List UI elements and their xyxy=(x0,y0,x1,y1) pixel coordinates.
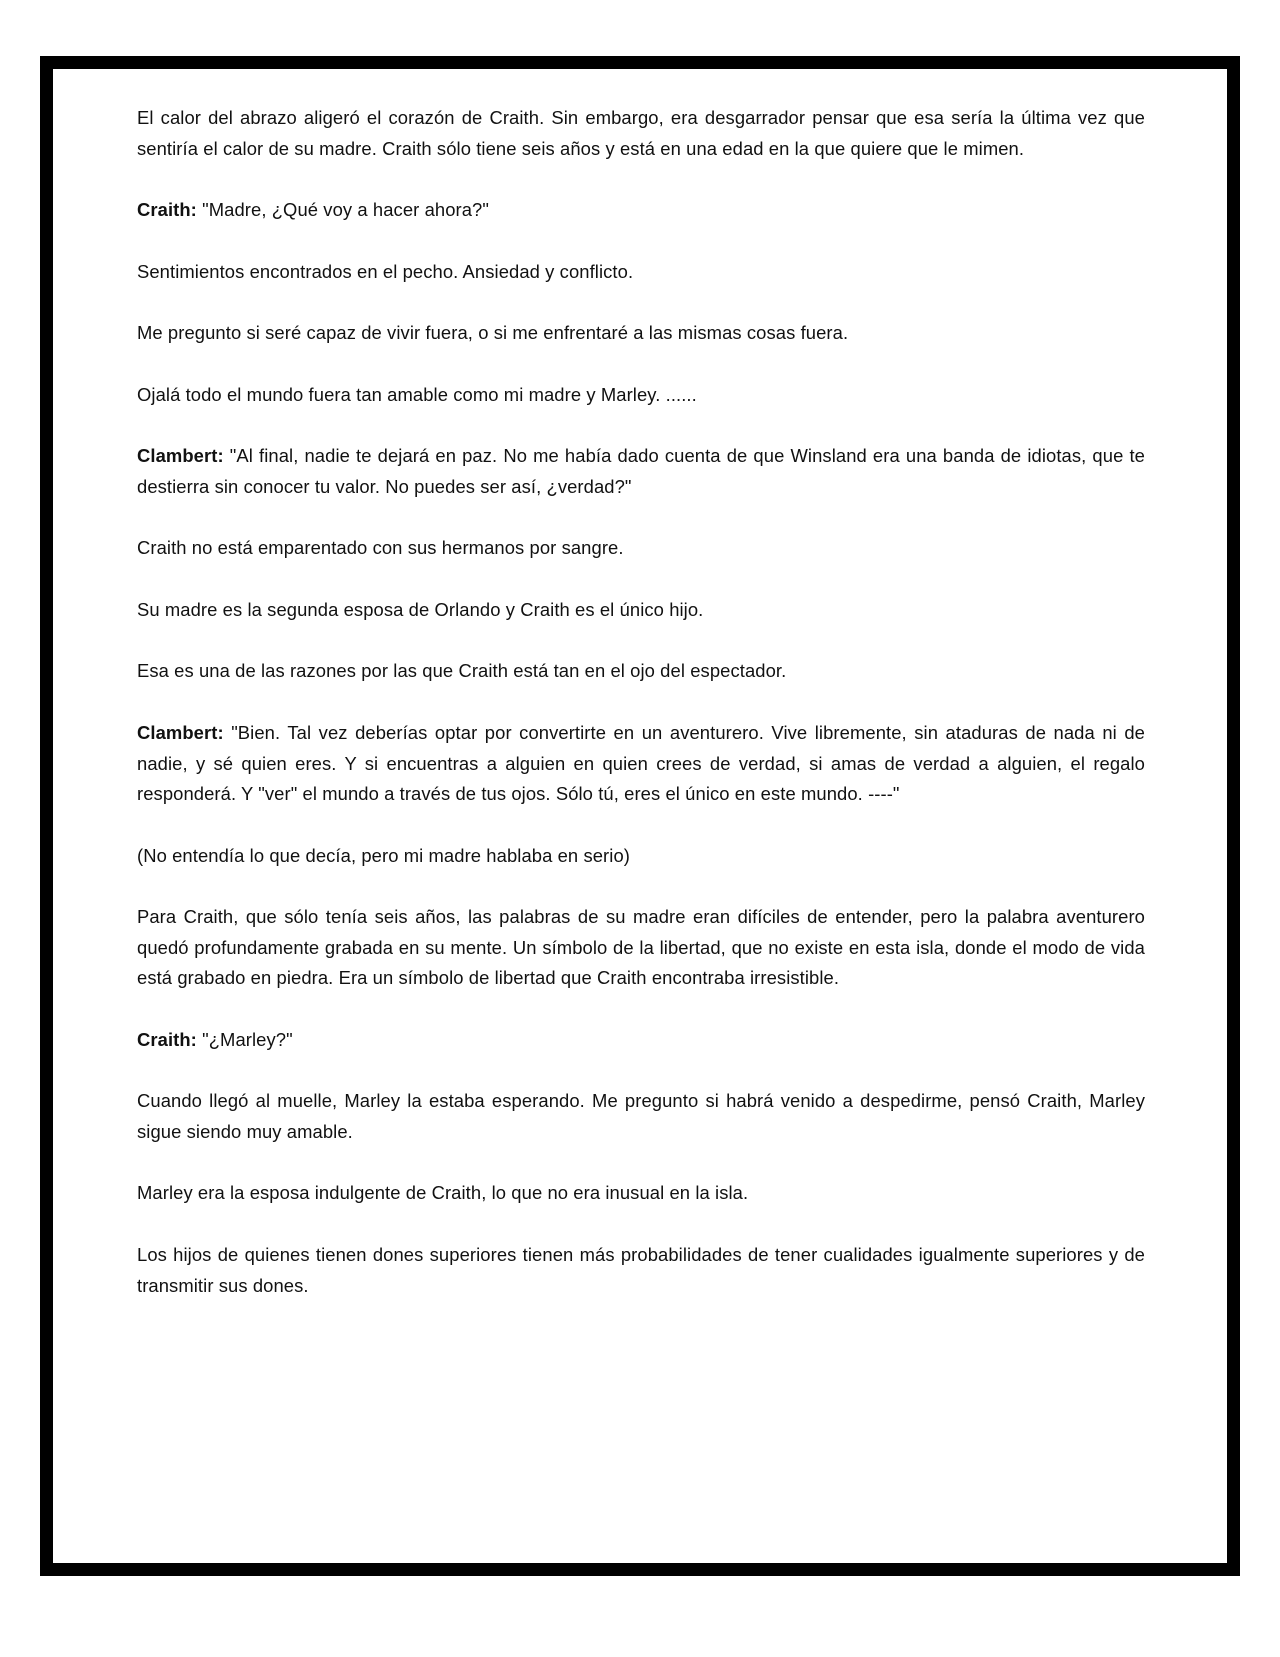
speaker-label: Clambert: xyxy=(137,445,224,467)
speaker-label: Craith: xyxy=(137,1028,197,1050)
paragraph-text: Su madre es la segunda esposa de Orlando y Craith es el único hijo. xyxy=(137,598,704,620)
paragraph-text: (No entendía lo que decía, pero mi madre hablaba en serio) xyxy=(137,844,630,866)
document-paragraph xyxy=(137,718,1145,810)
document-paragraph xyxy=(137,1025,1145,1056)
document-border-frame xyxy=(40,56,1240,1576)
document-paragraph xyxy=(137,380,1145,411)
paragraph-text: El calor del abrazo aligeró el corazón de Craith. Sin embargo, era desgarrador pensar que esa sería la última vez que sentiría el calor de su madre. Craith sólo tiene seis años y está en una edad en la que quiere que le mimen. xyxy=(137,107,1145,159)
paragraph-text: Esa es una de las razones por las que Craith está tan en el ojo del espectador. xyxy=(137,660,787,682)
paragraph-text: Sentimientos encontrados en el pecho. Ansiedad y conflicto. xyxy=(137,260,634,282)
document-paragraph xyxy=(137,1178,1145,1209)
paragraph-text: Ojalá todo el mundo fuera tan amable como mi madre y Marley. ...... xyxy=(137,383,697,405)
document-paragraph xyxy=(137,595,1145,626)
document-paragraph xyxy=(137,841,1145,872)
document-paragraph xyxy=(137,533,1145,564)
paragraph-text: "Madre, ¿Qué voy a hacer ahora?" xyxy=(196,199,490,221)
document-paragraph xyxy=(137,195,1145,226)
document-paragraph xyxy=(137,1086,1145,1147)
document-paragraph xyxy=(137,441,1145,502)
document-body xyxy=(97,103,1183,1533)
paragraph-text: Cuando llegó al muelle, Marley la estaba esperando. Me pregunto si habrá venido a despedirme, pensó Craith, Marley sigue siendo muy amable. xyxy=(137,1090,1145,1142)
speaker-label: Craith: xyxy=(137,199,197,221)
document-paragraph xyxy=(137,318,1145,349)
paragraph-text: Me pregunto si seré capaz de vivir fuera, o si me enfrentaré a las mismas cosas fuera. xyxy=(137,322,849,344)
document-paragraph xyxy=(137,1240,1145,1301)
paragraph-text: Marley era la esposa indulgente de Craith, lo que no era inusual en la isla. xyxy=(137,1182,749,1204)
speaker-label: Clambert: xyxy=(137,722,224,744)
paragraph-text: Los hijos de quienes tienen dones superiores tienen más probabilidades de tener cualidades igualmente superiores y de transmitir sus dones. xyxy=(137,1244,1145,1296)
paragraph-text: Para Craith, que sólo tenía seis años, las palabras de su madre eran difíciles de entender, pero la palabra aventurero quedó profundamente grabada en su mente. Un símbolo de la libertad, que no existe en esta isla, donde el modo de vida está grabado en piedra. Era un símbolo de libertad que Craith encontraba irresistible. xyxy=(137,906,1145,989)
document-paragraph xyxy=(137,257,1145,288)
paragraph-text: "¿Marley?" xyxy=(196,1028,293,1050)
paragraph-text: Craith no está emparentado con sus hermanos por sangre. xyxy=(137,537,624,559)
paragraph-text: "Al final, nadie te dejará en paz. No me había dado cuenta de que Winsland era una banda de idiotas, que te destierra sin conocer tu valor. No puedes ser así, ¿verdad?" xyxy=(137,445,1145,497)
document-paragraph xyxy=(137,103,1145,164)
paragraph-text: "Bien. Tal vez deberías optar por convertirte en un aventurero. Vive libremente, sin ataduras de nada ni de nadie, y sé quien eres. Y si encuentras a alguien en quien crees de verdad, si amas de verdad a alguien, el regalo responderá. Y "ver" el mundo a través de tus ojos. Sólo tú, eres el único en este mundo. ----" xyxy=(137,722,1145,805)
document-paragraph xyxy=(137,656,1145,687)
document-paragraph xyxy=(137,902,1145,994)
